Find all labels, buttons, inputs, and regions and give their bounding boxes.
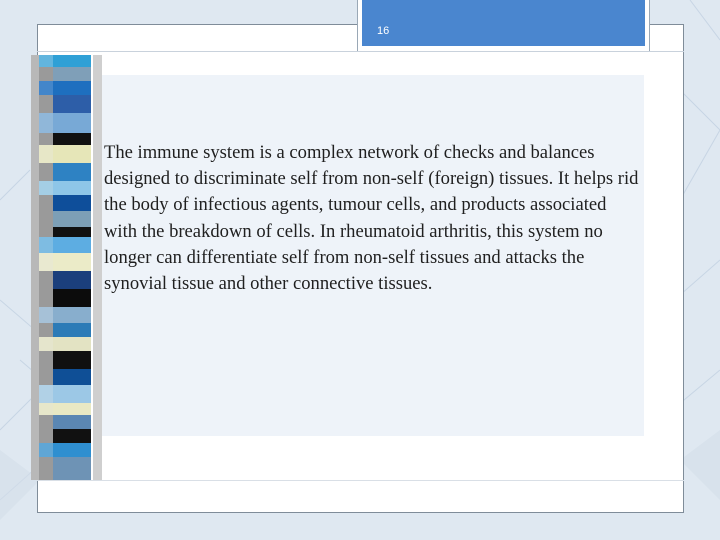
slide-number-tab bbox=[357, 0, 650, 52]
slide-number-banner bbox=[362, 0, 645, 46]
decorative-stripe-bar-image bbox=[31, 55, 102, 480]
body-paragraph: The immune system is a complex network of checks and balances designed to discriminate self from non-self (foreign) tissues. It helps rid the body of infectious agents, tumour cells, and products associated with the breakdown of cells. In rheumatoid arthritis, this system no longer can differentiate self from non-self tissues and attacks the synovial tissue and other connective tissues. bbox=[104, 142, 639, 295]
header-divider bbox=[37, 51, 684, 52]
slide-number: 16 bbox=[377, 25, 390, 37]
footer-divider bbox=[37, 480, 684, 481]
